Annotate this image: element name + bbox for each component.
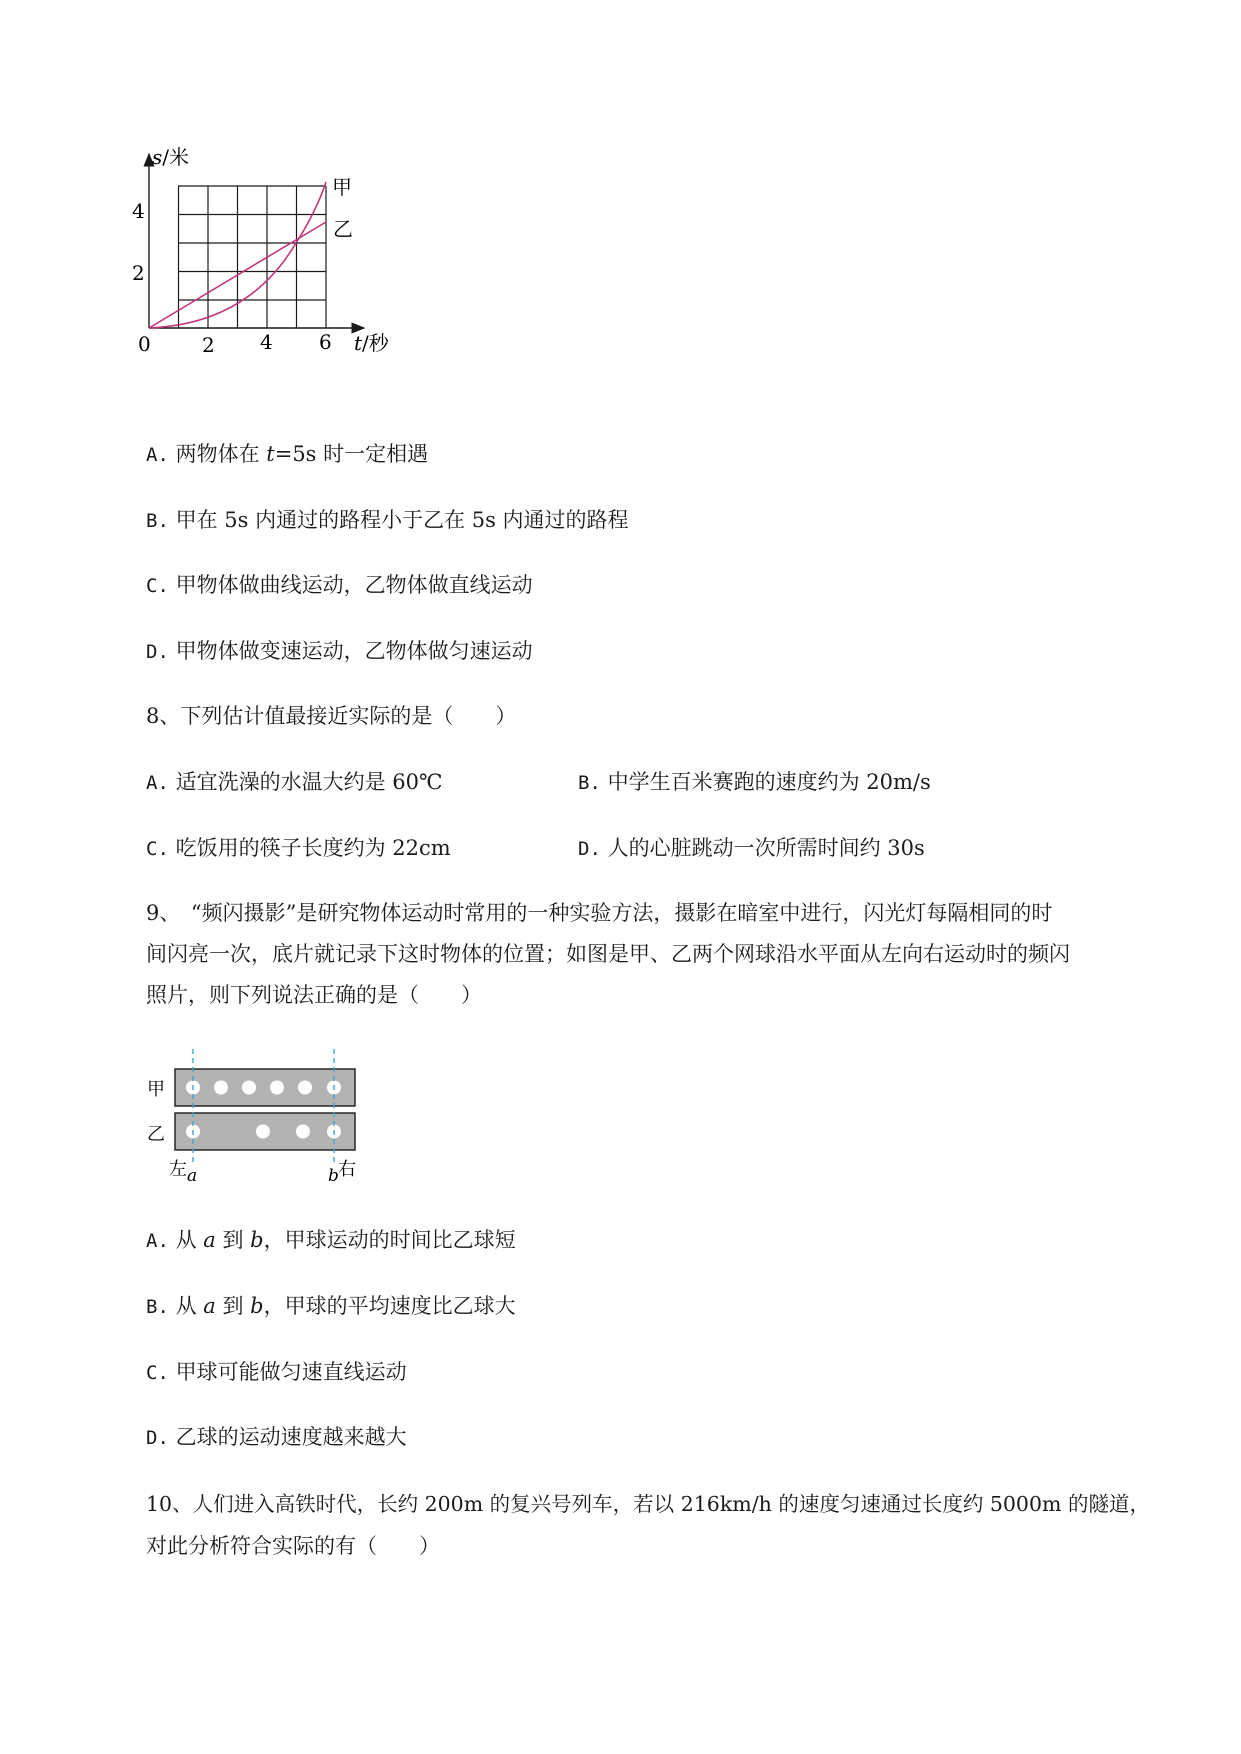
label-right: 右 <box>338 1159 356 1180</box>
y-axis-label: s/米 <box>152 145 190 169</box>
ball-jia <box>270 1081 284 1095</box>
option-letter: B. <box>146 510 169 532</box>
q10-stem-line-1: 10、人们进入高铁时代，长约 200m 的复兴号列车，若以 216km/h 的速度匀速通过长度约 5000m 的隧道， <box>146 1492 1150 1516</box>
q10-stem-line-2: 对此分析符合实际的有（ ） <box>146 1534 440 1558</box>
x-tick-6: 6 <box>319 330 332 354</box>
option-text: 从 a 到 b，甲球的平均速度比乙球大 <box>175 1294 516 1318</box>
option-text: 适宜洗澡的水温大约是 60℃ <box>175 770 443 794</box>
option-text: 两物体在 t=5s 时一定相遇 <box>175 442 429 466</box>
option-text: 甲在 5s 内通过的路程小于乙在 5s 内通过的路程 <box>175 508 629 532</box>
curve-label-yi: 乙 <box>333 217 353 241</box>
option-letter: A. <box>146 772 169 794</box>
x-tick-4: 4 <box>260 330 273 354</box>
option-letter: C. <box>146 838 169 860</box>
ball-yi <box>296 1125 310 1139</box>
q9-stem-line-2: 间闪亮一次，底片就记录下这时物体的位置；如图是甲、乙两个网球沿水平面从左向右运动时的频闪 <box>146 942 1070 966</box>
option-text: 人的心脏跳动一次所需时间约 30s <box>607 836 925 860</box>
option-text: 甲物体做曲线运动，乙物体做直线运动 <box>175 573 533 597</box>
option-text: 乙球的运动速度越来越大 <box>175 1425 407 1449</box>
ball-jia <box>214 1081 228 1095</box>
q8-option-b <box>578 768 931 797</box>
q8-stem: 8、下列估计值最接近实际的是（ ） <box>146 704 517 728</box>
ball-jia <box>298 1081 312 1095</box>
q9-stem-line-1: 9、 “频闪摄影”是研究物体运动时常用的一种实验方法，摄影在暗室中进行，闪光灯每隔相同的时 <box>146 901 1053 925</box>
label-yi: 乙 <box>147 1124 165 1145</box>
q9-option-b <box>146 1292 516 1321</box>
label-b: b <box>328 1166 339 1185</box>
option-letter: D. <box>146 1427 169 1449</box>
option-letter: C. <box>146 575 169 597</box>
label-a: a <box>187 1166 198 1185</box>
q8-option-d <box>578 834 925 863</box>
option-text: 吃饭用的筷子长度约为 22cm <box>175 836 451 860</box>
q7-option-d <box>146 637 533 666</box>
curve-label-jia: 甲 <box>332 175 352 199</box>
graph-grid <box>178 186 326 328</box>
q9-option-a <box>146 1226 516 1255</box>
label-left: 左 <box>169 1159 187 1180</box>
option-letter: A. <box>146 444 169 466</box>
ball-yi <box>256 1125 270 1139</box>
label-jia: 甲 <box>147 1079 165 1100</box>
option-letter: A. <box>146 1230 169 1252</box>
st-graph-figure <box>128 140 398 365</box>
option-text: 从 a 到 b，甲球运动的时间比乙球短 <box>175 1228 516 1252</box>
strobe-photo-figure <box>145 1045 375 1185</box>
q7-option-b <box>146 506 629 535</box>
q7-option-a <box>146 440 428 469</box>
option-letter: D. <box>578 838 601 860</box>
q9-stem-line-3: 照片，则下列说法正确的是（ ） <box>146 983 482 1007</box>
q9-option-d <box>146 1423 407 1452</box>
option-letter: B. <box>578 772 601 794</box>
q8-option-a <box>146 768 442 797</box>
q7-option-c <box>146 571 533 600</box>
option-text: 中学生百米赛跑的速度约为 20m/s <box>607 770 931 794</box>
ball-jia <box>242 1081 256 1095</box>
option-text: 甲物体做变速运动，乙物体做匀速运动 <box>175 639 533 663</box>
x-axis-label: t/秒 <box>354 331 389 355</box>
option-letter: D. <box>146 641 169 663</box>
q8-option-c <box>146 834 451 863</box>
option-text: 甲球可能做匀速直线运动 <box>175 1360 407 1384</box>
option-letter: C. <box>146 1362 169 1384</box>
q9-option-c <box>146 1358 407 1387</box>
y-tick-4: 4 <box>132 199 145 223</box>
y-tick-2: 2 <box>132 261 145 285</box>
option-letter: B. <box>146 1296 169 1318</box>
origin-label: 0 <box>138 332 151 356</box>
x-tick-2: 2 <box>202 333 215 357</box>
